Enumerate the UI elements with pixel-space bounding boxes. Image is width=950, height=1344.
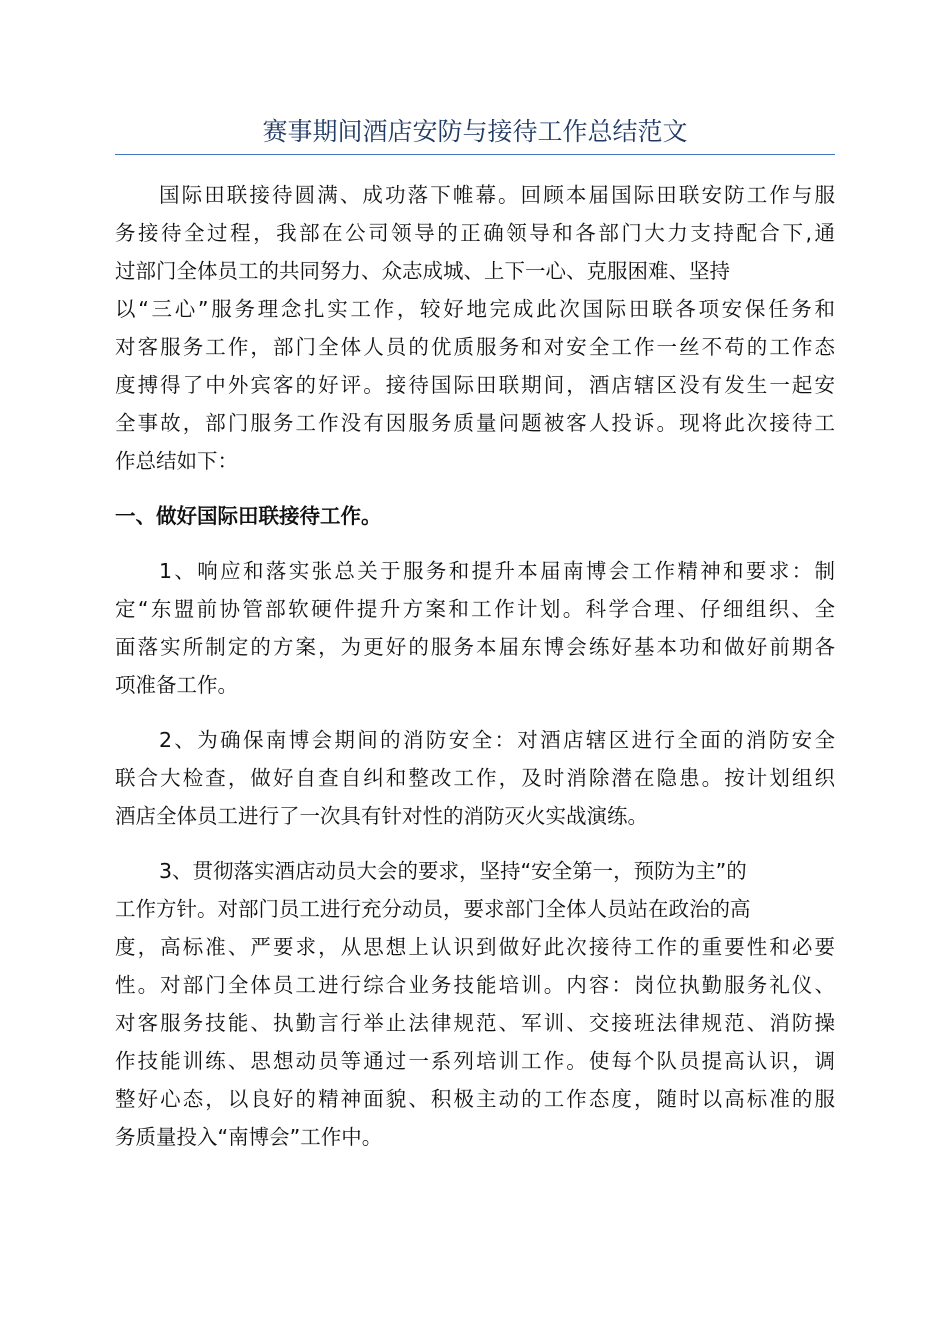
- paragraph-line: 度，高标准、严要求，从思想上认识到做好此次接待工作的重要性和必要: [115, 935, 835, 959]
- item-3-paragraph: [115, 852, 835, 1156]
- paragraph-line: 2、为确保南博会期间的消防安全：对酒店辖区进行全面的消防安全: [159, 728, 835, 752]
- intro-paragraph: [115, 176, 835, 480]
- paragraph-line: 酒店全体员工进行了一次具有针对性的消防灭火实战演练。: [115, 804, 648, 828]
- paragraph-line: 工作方针。对部门员工进行充分动员，要求部门全体人员站在政治的高: [115, 897, 751, 921]
- paragraph-line: 1、响应和落实张总关于服务和提升本届南博会工作精神和要求：制: [159, 559, 835, 583]
- paragraph-line: 国际田联接待圆满、成功落下帷幕。回顾本届国际田联安防工作与服: [159, 183, 835, 207]
- paragraph-line: 性。对部门全体员工进行综合业务技能培训。内容：岗位执勤服务礼仪、: [115, 973, 835, 997]
- paragraph-line: 务质量投入“南博会”工作中。: [115, 1125, 383, 1149]
- paragraph-line: 度搏得了中外宾客的好评。接待国际田联期间，酒店辖区没有发生一起安: [115, 373, 835, 397]
- paragraph-line: 对客服务技能、执勤言行举止法律规范、军训、交接班法律规范、消防操: [115, 1011, 835, 1035]
- paragraph-line: 对客服务工作，部门全体人员的优质服务和对安全工作一丝不苟的工作态: [115, 335, 835, 359]
- paragraph-line: 定“东盟前协管部软硬件提升方案和工作计划。科学合理、仔细组织、全: [115, 597, 835, 621]
- title-underline: [115, 154, 835, 155]
- paragraph-line: 以“三心”服务理念扎实工作，较好地完成此次国际田联各项安保任务和: [115, 297, 835, 321]
- section-heading: 一、做好国际田联接待工作。: [115, 504, 382, 528]
- paragraph-line: 务接待全过程，我部在公司领导的正确领导和各部门大力支持配合下,通: [115, 221, 835, 245]
- item-1-paragraph: [115, 552, 835, 704]
- document-body: [115, 176, 835, 1173]
- document-title: 赛事期间酒店安防与接待工作总结范文: [262, 117, 688, 146]
- paragraph-line: 整好心态，以良好的精神面貌、积极主动的工作态度，随时以高标准的服: [115, 1087, 835, 1111]
- paragraph-line: 联合大检查，做好自查自纠和整改工作，及时消除潜在隐患。按计划组织: [115, 766, 835, 790]
- paragraph-line: 项准备工作。: [115, 673, 238, 697]
- item-2-paragraph: [115, 721, 835, 835]
- paragraph-line: 过部门全体员工的共同努力、众志成城、上下一心、克服困难、坚持: [115, 259, 730, 283]
- paragraph-line: 作技能训练、思想动员等通过一系列培训工作。使每个队员提高认识，调: [115, 1049, 835, 1073]
- paragraph-line: 作总结如下：: [115, 449, 238, 473]
- paragraph-line: 全事故，部门服务工作没有因服务质量问题被客人投诉。现将此次接待工: [115, 411, 835, 435]
- paragraph-line: 3、贯彻落实酒店动员大会的要求，坚持“安全第一，预防为主”的: [159, 859, 747, 883]
- paragraph-line: 面落实所制定的方案，为更好的服务本届东博会练好基本功和做好前期各: [115, 635, 835, 659]
